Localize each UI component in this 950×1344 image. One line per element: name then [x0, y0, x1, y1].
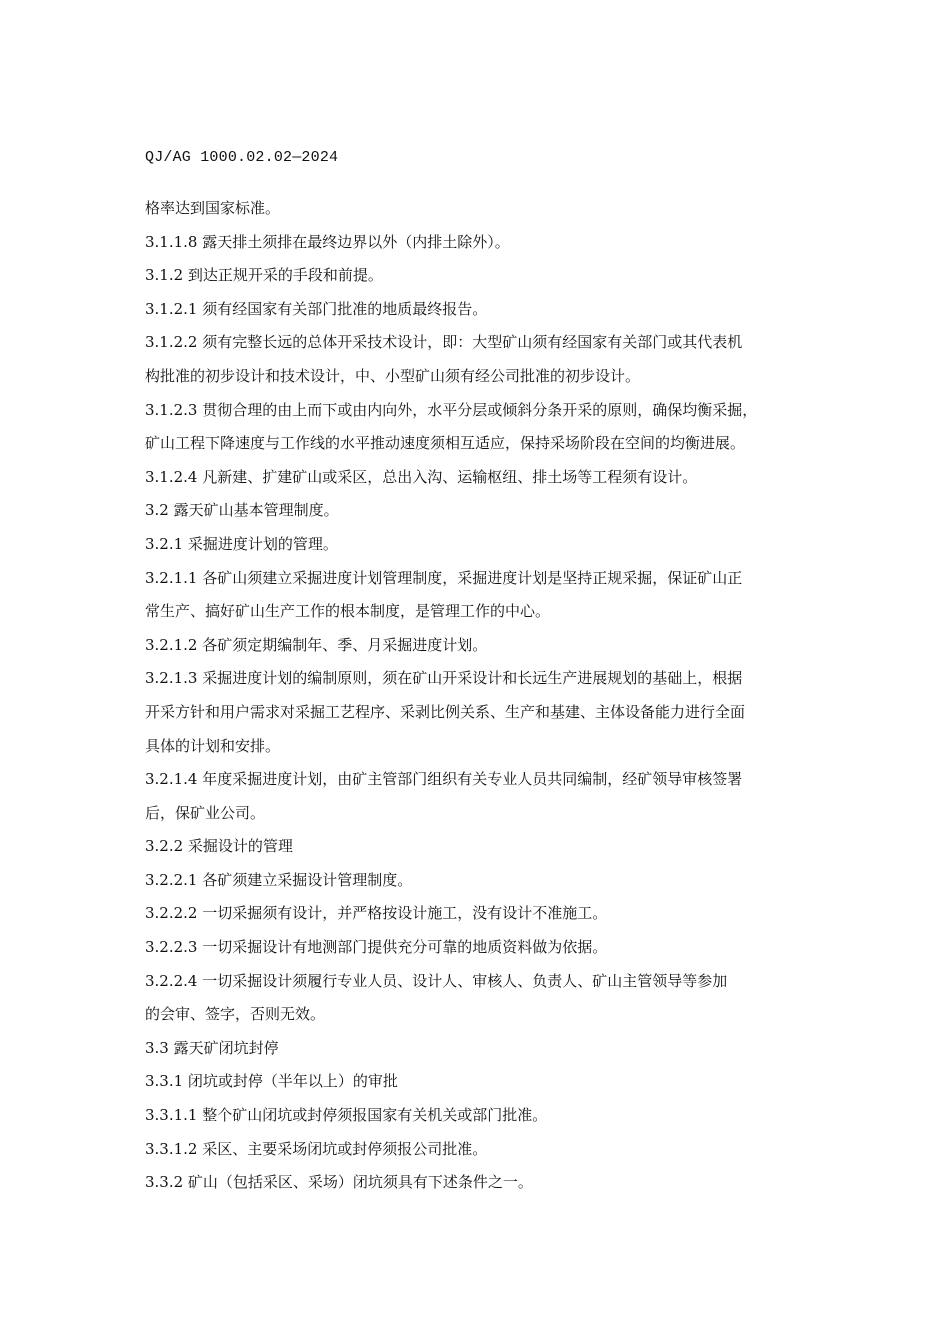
text-line: 3.2.2.1 各矿须建立采掘设计管理制度。: [145, 870, 413, 889]
text-line: 3.2.1.3 采掘进度计划的编制原则，须在矿山开采设计和长远生产进展规划的基础上，根据: [145, 669, 743, 688]
text-line: 3.2.1.2 各矿须定期编制年、季、月采掘进度计划。: [145, 635, 488, 654]
text-line: 后，保矿业公司。: [145, 803, 266, 822]
document-body: [145, 197, 835, 1205]
subsection-heading: 3.3.1 闭坑或封停（半年以上）的审批: [145, 1072, 398, 1091]
text-line: 3.3.2 矿山（包括采区、采场）闭坑须具有下述条件之一。: [145, 1173, 533, 1192]
text-line: 具体的计划和安排。: [145, 736, 281, 755]
text-line: 开采方针和用户需求对采掘工艺程序、采剥比例关系、生产和基建、主体设备能力进行全面: [145, 702, 746, 721]
section-heading: 3.3 露天矿闭坑封停: [145, 1038, 279, 1057]
text-line: 3.2.2.2 一切采掘须有设计，并严格按设计施工，没有设计不准施工。: [145, 904, 608, 923]
text-line: 3.1.2.1 须有经国家有关部门批准的地质最终报告。: [145, 299, 488, 318]
subsection-heading: 3.2.1 采掘进度计划的管理。: [145, 534, 338, 553]
subsection-heading: 3.2.2 采掘设计的管理: [145, 837, 293, 856]
text-line: 3.1.2.2 须有完整长远的总体开采技术设计，即：大型矿山须有经国家有关部门或其代表机: [145, 333, 743, 352]
text-line: 格率达到国家标准。: [145, 199, 281, 217]
text-line: 矿山工程下降速度与工作线的水平推动速度须相互适应，保持采场阶段在空间的均衡进展。: [145, 434, 746, 453]
text-line: 的会审、签字，否则无效。: [145, 1005, 326, 1024]
text-line: 3.2.1.4 年度采掘进度计划，由矿主管部门组织有关专业人员共同编制，经矿领导审核签署: [145, 770, 743, 789]
text-line: 3.1.2.4 凡新建、扩建矿山或采区，总出入沟、运输枢纽、排土场等工程须有设计。: [145, 467, 698, 486]
section-heading: 3.2 露天矿山基本管理制度。: [145, 501, 339, 520]
document-number-header: QJ/AG 1000.02.02—2024: [145, 149, 339, 166]
text-line: 3.3.1.2 采区、主要采场闭坑或封停须报公司批准。: [145, 1139, 488, 1158]
text-line: 构批准的初步设计和技术设计，中、小型矿山须有经公司批准的初步设计。: [145, 366, 641, 385]
text-line: 常生产、搞好矿山生产工作的根本制度，是管理工作的中心。: [145, 602, 551, 621]
text-line: 3.1.1.8 露天排土须排在最终边界以外（内排土除外）。: [145, 232, 510, 251]
text-line: 3.1.2 到达正规开采的手段和前提。: [145, 266, 383, 285]
text-line: 3.2.1.1 各矿山须建立采掘进度计划管理制度，采掘进度计划是坚持正规采掘，保证矿山正: [145, 568, 743, 587]
text-line: 3.1.2.3 贯彻合理的由上而下或由内向外，水平分层或倾斜分条开采的原则，确保均衡采掘，: [145, 400, 758, 419]
text-line: 3.2.2.4 一切采掘设计须履行专业人员、设计人、审核人、负责人、矿山主管领导等参加: [145, 971, 728, 990]
text-line: 3.2.2.3 一切采掘设计有地测部门提供充分可靠的地质资料做为依据。: [145, 938, 608, 957]
text-line: 3.3.1.1 整个矿山闭坑或封停须报国家有关机关或部门批准。: [145, 1106, 548, 1125]
